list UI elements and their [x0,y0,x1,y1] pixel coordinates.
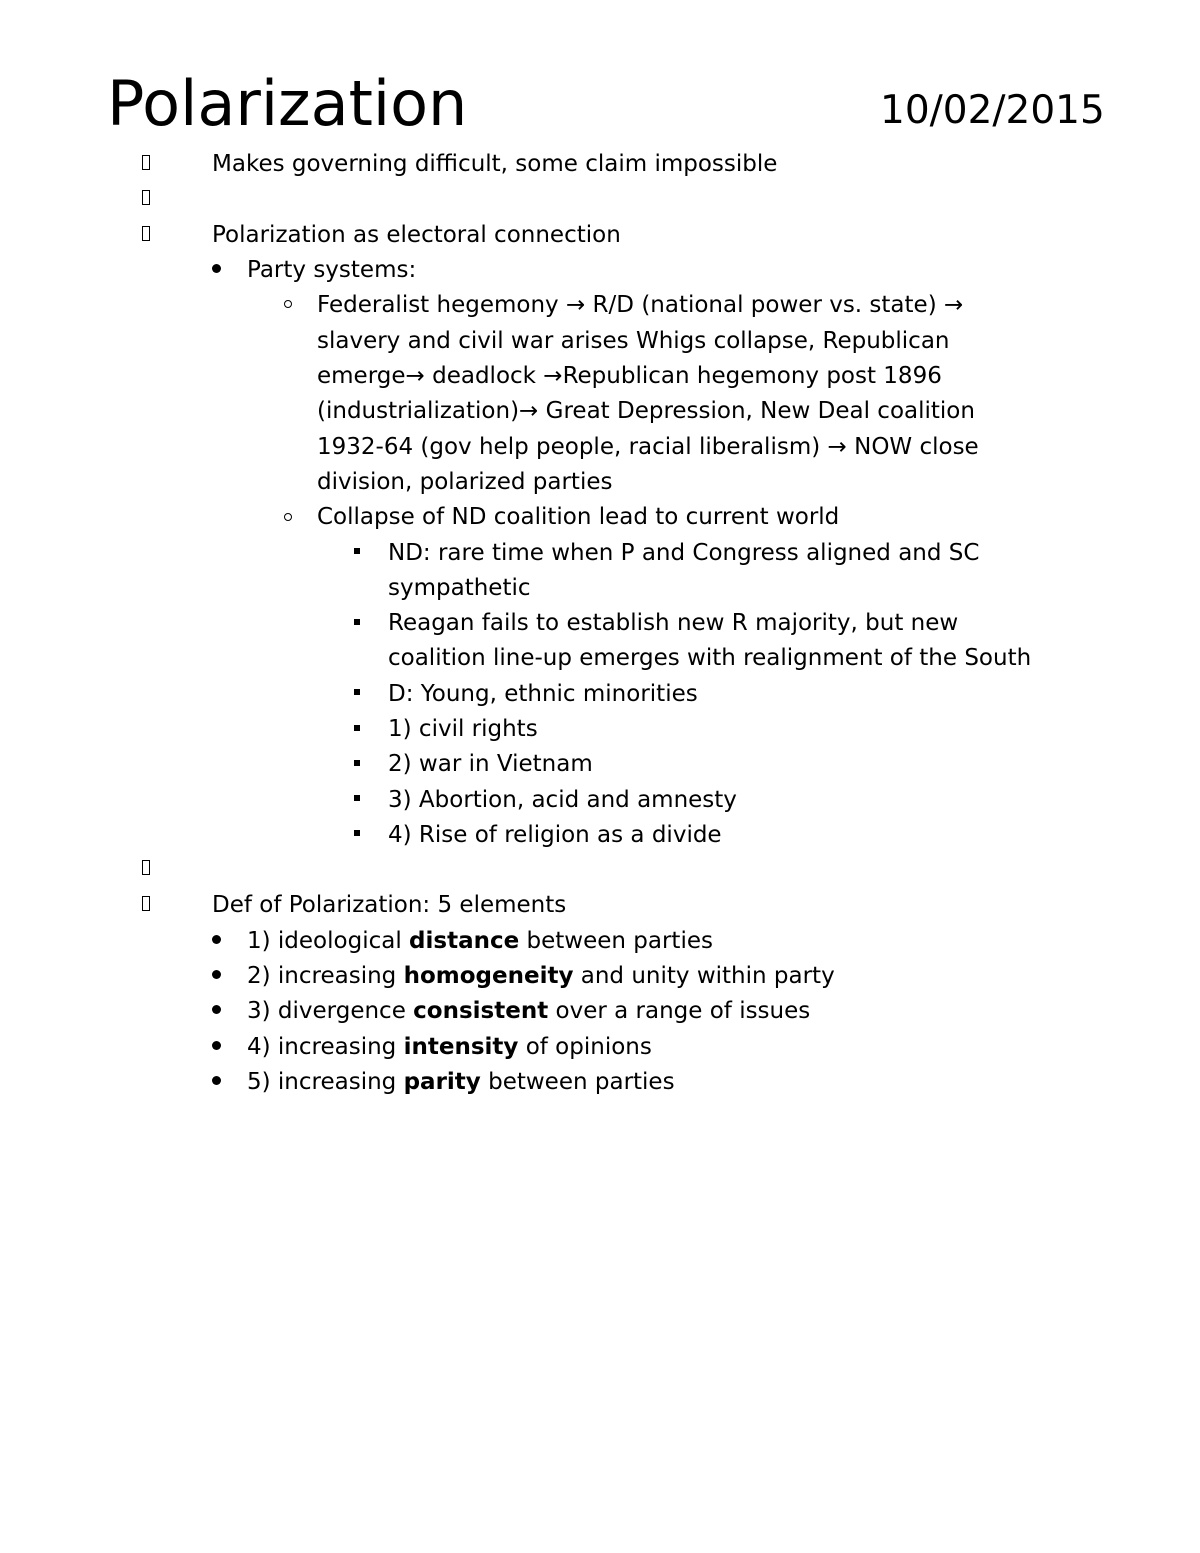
collapse-point-vietnam: 2) war in Vietnam [388,751,593,777]
definition-label: Def of Polarization: 5 elements [212,892,567,918]
arrow-icon: → [519,398,539,424]
definition-element: 2) increasing homogeneity and unity within party [247,963,835,989]
bullet-square-icon [354,760,360,766]
bullet-square-icon [354,795,360,801]
arrow-icon: → [827,434,847,460]
bullet-dot-icon [212,935,221,944]
bullet-dot-icon [212,1076,221,1085]
intro-item-electoral: Polarization as electoral connection [212,222,621,248]
collapse-label: Collapse of ND coalition lead to current world [317,504,840,530]
collapse-point-reagan-1: Reagan fails to establish new R majority, but new [388,610,959,636]
arrow-icon: → [943,292,964,318]
bullet-circle-icon [284,300,292,308]
arrow-icon: → [565,292,586,318]
missing-glyph-icon [142,860,150,875]
bullet-circle-icon [284,513,292,521]
bullet-square-icon [354,725,360,731]
definition-element: 3) divergence consistent over a range of issues [247,998,811,1024]
bullet-square-icon [354,830,360,836]
arrow-icon: → [543,363,563,389]
collapse-point-abortion: 3) Abortion, acid and amnesty [388,787,737,813]
bullet-square-icon [354,548,360,554]
history-line-2: slavery and civil war arises Whigs collapse, Republican [317,328,950,354]
history-line-6: division, polarized parties [317,469,613,495]
note-date: 10/02/2015 [880,88,1105,133]
missing-glyph-icon [142,190,150,205]
bullet-square-icon [354,689,360,695]
collapse-point-nd-2: sympathetic [388,575,531,601]
bullet-dot-icon [212,1041,221,1050]
history-line-3: emerge→ deadlock →Republican hegemony post 1896 [317,363,942,389]
collapse-point-religion: 4) Rise of religion as a divide [388,822,722,848]
history-line-1: Federalist hegemony → R/D (national power vs. state) → [317,292,964,318]
collapse-point-civil-rights: 1) civil rights [388,716,538,742]
missing-glyph-icon [142,155,150,170]
missing-glyph-icon [142,226,150,241]
intro-item-governing: Makes governing difficult, some claim impossible [212,151,778,177]
arrow-icon: → [405,363,425,389]
definition-element: 5) increasing parity between parties [247,1069,675,1095]
collapse-point-reagan-2: coalition line-up emerges with realignment of the South [388,645,1032,671]
bullet-dot-icon [212,264,221,273]
history-line-4: (industrialization)→ Great Depression, New Deal coalition [317,398,975,424]
bullet-dot-icon [212,1005,221,1014]
bullet-square-icon [354,619,360,625]
collapse-point-nd-1: ND: rare time when P and Congress aligned and SC [388,540,980,566]
missing-glyph-icon [142,896,150,911]
party-systems-label: Party systems: [247,257,417,283]
definition-element: 4) increasing intensity of opinions [247,1034,652,1060]
definition-element: 1) ideological distance between parties [247,928,713,954]
bullet-dot-icon [212,970,221,979]
collapse-point-d: D: Young, ethnic minorities [388,681,698,707]
history-line-5: 1932-64 (gov help people, racial liberalism) → NOW close [317,434,979,460]
page-title: Polarization [107,67,468,140]
